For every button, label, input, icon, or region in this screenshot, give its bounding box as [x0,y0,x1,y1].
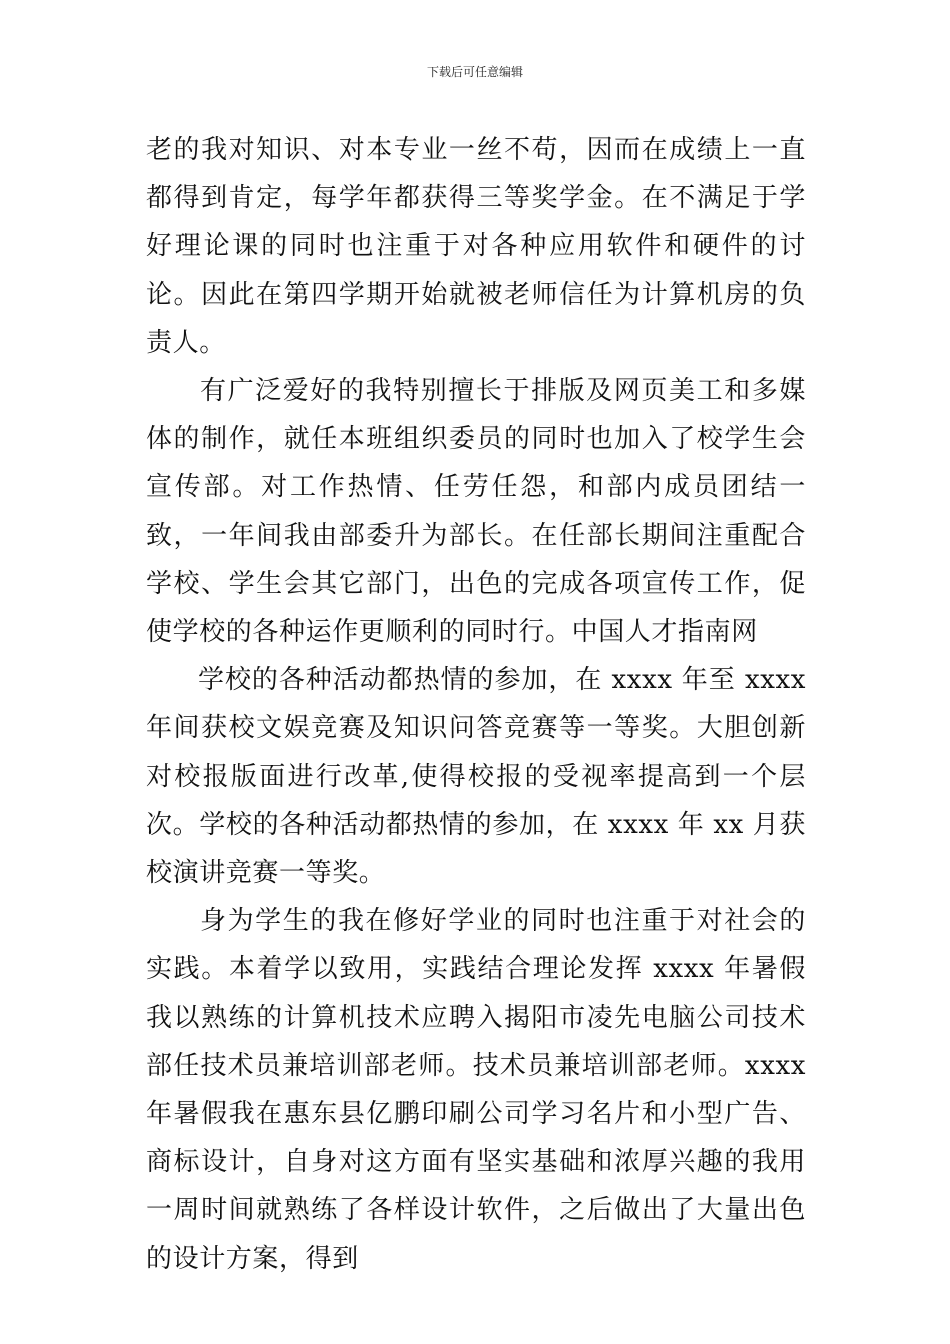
paragraph-2: 有广泛爱好的我特别擅长于排版及网页美工和多媒体的制作，就任本班组织委员的同时也加入了校学生会宣传部。对工作热情、任劳任怨，和部内成员团结一致，一年间我由部委升为部长。在任部长期间注重配合学校、学生会其它部门，出色的完成各项宣传工作，促使学校的各种运作更顺利的同时行。中国人才指南网 [146,376,806,648]
paragraph-4: 身为学生的我在修好学业的同时也注重于对社会的实践。本着学以致用，实践结合理论发挥 xxxx 年暑假我以熟练的计算机技术应聘入揭阳市凌先电脑公司技术部任技术员兼培训部老师。技术员兼培训部老师。xxxx 年暑假我在惠东县亿鹏印刷公司学习名片和小型广告、商标设计，自身对这方面有坚实基础和浓厚兴趣的我用一周时间就熟练了各样设计软件，之后做出了大量出色的设计方案，得到 [146,906,806,1274]
page-header: 下载后可任意编辑 [426,65,523,79]
paragraph-3: 学校的各种活动都热情的参加，在 xxxx 年至 xxxx 年间获校文娱竞赛及知识问答竞赛等一等奖。大胆创新对校报版面进行改革,使得校报的受视率提高到一个层次。学校的各种活动都热情的参加，在 xxxx 年 xx 月获校演讲竞赛一等奖。 [146,665,806,889]
paragraph-1: 老的我对知识、对本专业一丝不苟，因而在成绩上一直都得到肯定，每学年都获得三等奖学金。在不满足于学好理论课的同时也注重于对各种应用软件和硬件的讨论。因此在第四学期开始就被老师信任为计算机房的负责人。 [146,135,806,358]
document-body [146,126,806,1283]
